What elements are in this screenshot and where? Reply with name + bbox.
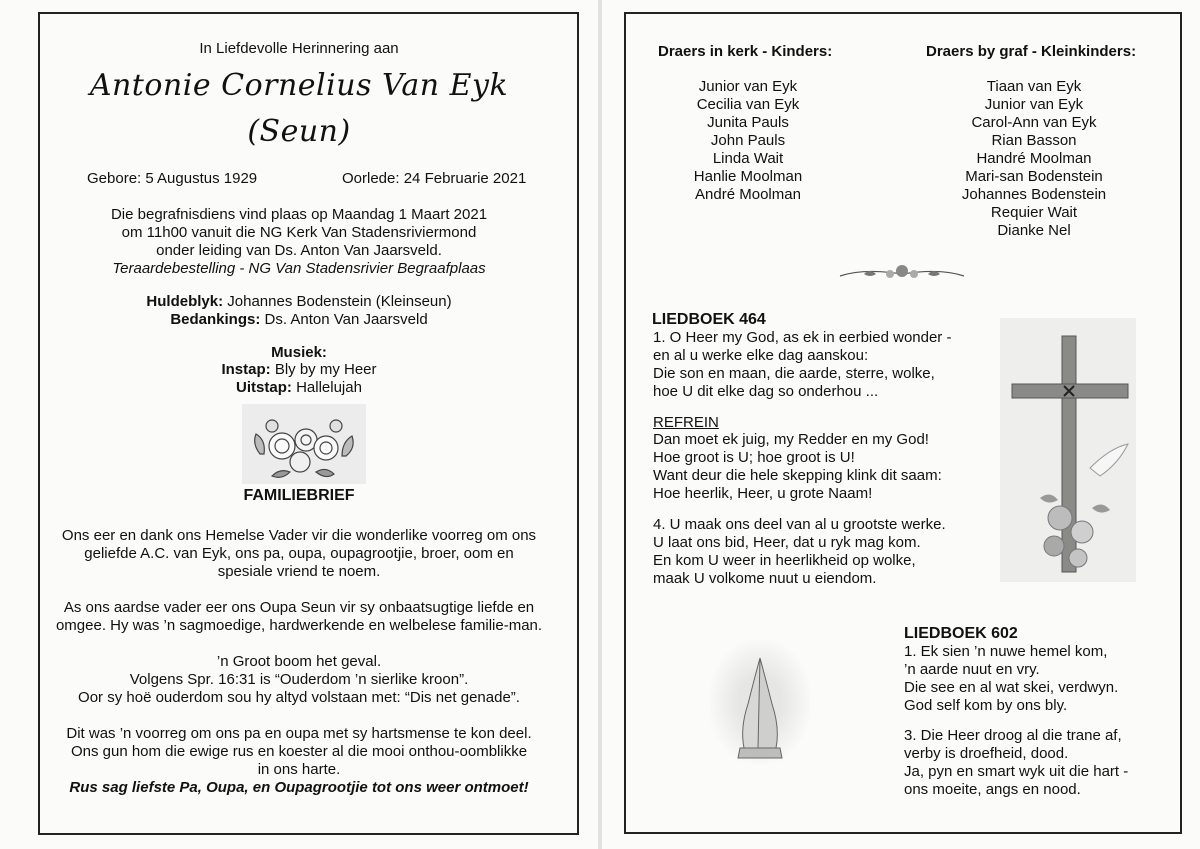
intro-line: In Liefdevolle Herinnering aan xyxy=(199,40,399,57)
list-item: Hanlie Moolman xyxy=(693,168,803,185)
list-item: Requier Wait xyxy=(990,204,1078,221)
tribute-label: Huldeblyk: xyxy=(146,293,224,310)
verse-line: U laat ons bid, Heer, dat u ryk mag kom. xyxy=(653,534,921,551)
verse-line: 3. Die Heer droog al die trane af, xyxy=(904,727,1122,744)
verse-line: 1. O Heer my God, as ek in eerbied wonder - xyxy=(653,329,952,346)
list-item: Junior van Eyk xyxy=(698,78,798,95)
thanks-line xyxy=(0,311,598,329)
para4-line-3: in ons harte. xyxy=(257,761,341,778)
verse-line: 4. U maak ons deel van al u grootste werke. xyxy=(653,516,946,533)
death-line xyxy=(342,170,526,188)
list-item: Mari-san Bodenstein xyxy=(965,168,1103,185)
service-line-3: onder leiding van Ds. Anton Van Jaarsveld. xyxy=(156,242,442,259)
verse-line: Ja, pyn en smart wyk uit die hart - xyxy=(904,763,1129,780)
verse-line: Die son en maan, die aarde, sterre, wolke, xyxy=(653,365,935,382)
church-bearers-list xyxy=(648,78,848,204)
instap-value: Bly by my Heer xyxy=(274,361,377,378)
birth-line xyxy=(87,170,257,188)
left-page xyxy=(0,0,598,849)
grave-bearers-list xyxy=(934,78,1134,240)
praying-hands-image xyxy=(710,640,810,764)
verse-line: maak U volkome nuut u eiendom. xyxy=(653,570,877,587)
grave-bearers-heading: Draers by graf - Kleinkinders: xyxy=(926,43,1137,60)
verse-line: verby is droefheid, dood. xyxy=(904,745,1069,762)
died-label: Oorlede: xyxy=(342,170,400,187)
para3-line-1: ’n Groot boom het geval. xyxy=(216,653,382,670)
para1-line-1: Ons eer en dank ons Hemelse Vader vir die wonderlike voorreg om ons xyxy=(61,527,537,544)
para1-line-3: spesiale vriend te noem. xyxy=(217,563,381,580)
died-date: 24 Februarie 2021 xyxy=(403,170,527,187)
uitstap-line xyxy=(0,379,598,397)
para3-line-2: Volgens Spr. 16:31 is “Ouderdom ’n sierlike kroon”. xyxy=(129,671,469,688)
para4-line-2: Ons gun hom die ewige rus en koester al die mooi onthou-oomblikke xyxy=(70,743,528,760)
verse-line: 1. Ek sien ’n nuwe hemel kom, xyxy=(904,643,1108,660)
burial-line: Teraardebestelling - NG Van Stadensrivier Begraafplaas xyxy=(112,260,486,277)
hymn-602-verse-1 xyxy=(904,643,1118,715)
list-item: Handré Moolman xyxy=(976,150,1092,167)
verse-line: Want deur die hele skepping klink dit saam: xyxy=(653,467,942,484)
para2-line-1: As ons aardse vader eer ons Oupa Seun vir sy onbaatsugtige liefde en xyxy=(63,599,535,616)
list-item: Junior van Eyk xyxy=(984,96,1084,113)
verse-line: Hoe groot is U; hoe groot is U! xyxy=(653,449,855,466)
list-item: Carol-Ann van Eyk xyxy=(971,114,1097,131)
para1-line-2: geliefde A.C. van Eyk, ons pa, oupa, oupagrootjie, broer, oom en xyxy=(84,545,514,562)
deceased-name: Antonie Cornelius Van Eyk xyxy=(89,68,509,103)
list-item: Dianke Nel xyxy=(997,222,1071,239)
list-item: Rian Basson xyxy=(991,132,1077,149)
para3-line-3: Oor sy hoë ouderdom sou hy altyd volstaan met: “Dis net genade”. xyxy=(78,689,520,706)
hymn-602-verse-3 xyxy=(904,727,1128,799)
verse-line: God self kom by ons bly. xyxy=(904,697,1068,714)
hymn-602-title: LIEDBOEK 602 xyxy=(904,625,1018,642)
tribute-value: Johannes Bodenstein (Kleinseun) xyxy=(227,293,452,310)
verse-line: Die see en al wat skei, verdwyn. xyxy=(904,679,1119,696)
list-item: Junita Pauls xyxy=(707,114,789,131)
list-item: Cecilia van Eyk xyxy=(696,96,800,113)
service-line-1: Die begrafnisdiens vind plaas op Maandag 1 Maart 2021 xyxy=(110,206,488,223)
uitstap-value: Hallelujah xyxy=(296,379,362,396)
list-item: Linda Wait xyxy=(712,150,784,167)
music-heading: Musiek: xyxy=(271,344,327,361)
service-line-2: om 11h00 vanuit die NG Kerk Van Stadensriviermond xyxy=(121,224,477,241)
list-item: John Pauls xyxy=(710,132,786,149)
tribute-line xyxy=(0,293,598,311)
verse-line: ons moeite, angs en nood. xyxy=(904,781,1081,798)
verse-line: En kom U weer in heerlikheid op wolke, xyxy=(653,552,916,569)
verse-line: ’n aarde nuut en vry. xyxy=(904,661,1040,678)
list-item: André Moolman xyxy=(695,186,801,203)
hymn-464-title: LIEDBOEK 464 xyxy=(652,311,766,328)
verse-line: Dan moet ek juig, my Redder en my God! xyxy=(653,431,929,448)
born-label: Gebore: xyxy=(87,170,142,187)
para2-line-2: omgee. Hy was ’n sagmoedige, hardwerkende en welbelese familie-man. xyxy=(55,617,543,634)
list-item: Tiaan van Eyk xyxy=(986,78,1082,95)
instap-label: Instap: xyxy=(221,361,271,378)
thanks-label: Bedankings: xyxy=(170,311,261,328)
list-item: Johannes Bodenstein xyxy=(961,186,1107,203)
right-page xyxy=(602,0,1200,849)
flower-bouquet-image xyxy=(242,404,366,484)
letter-heading: FAMILIEBRIEF xyxy=(243,487,355,504)
church-bearers-heading: Draers in kerk - Kinders: xyxy=(658,43,833,60)
hymn-464-verse-4 xyxy=(653,516,946,588)
verse-line: hoe U dit elke dag so onderhou ... xyxy=(653,383,879,400)
verse-line: Hoe heerlik, Heer, u grote Naam! xyxy=(653,485,873,502)
born-date: 5 Augustus 1929 xyxy=(145,170,258,187)
uitstap-label: Uitstap: xyxy=(236,379,292,396)
cross-with-roses-image xyxy=(1000,318,1136,582)
thanks-value: Ds. Anton Van Jaarsveld xyxy=(264,311,428,328)
instap-line xyxy=(0,361,598,379)
deceased-nickname: (Seun) xyxy=(247,114,351,149)
floral-divider-icon xyxy=(834,258,970,288)
verse-line: en al u werke elke dag aanskou: xyxy=(653,347,869,364)
refrain-text xyxy=(653,431,942,503)
closing-line: Rus sag liefste Pa, Oupa, en Oupagrootjie tot ons weer ontmoet! xyxy=(69,779,529,796)
hymn-464-verse-1 xyxy=(653,329,951,401)
refrain-label: REFREIN xyxy=(653,414,719,431)
para4-line-1: Dit was ’n voorreg om ons pa en oupa met sy hartsmense te kon deel. xyxy=(66,725,532,742)
